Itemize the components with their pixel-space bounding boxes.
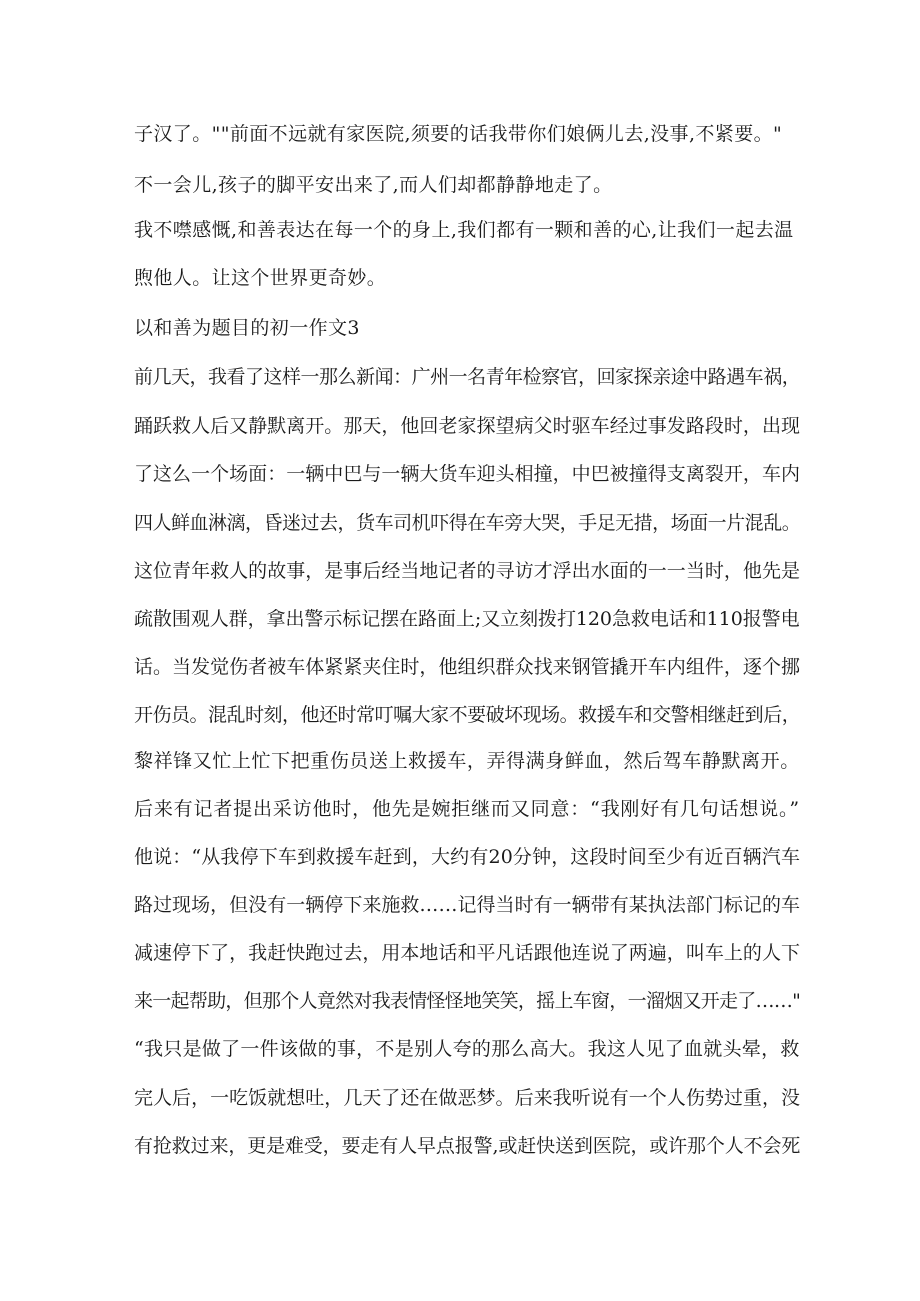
text-line: 减速停下了，我赶快跑过去，用本地话和平凡话跟他连说了两遍，叫车上的人下 [134,942,801,964]
section-heading: 以和善为题目的初一作文3 [134,317,360,339]
text-line: 话。当发觉伤者被车体紧紧夹住时，他组织群众找来钢管撬开车内组件，逐个挪 [134,656,801,678]
text-line: 我不噤感慨,和善表达在每一个的身上,我们都有一颗和善的心,让我们一起去温 [134,219,794,241]
text-line: 路过现场，但没有一辆停下来施救……记得当时有一辆带有某执法部门标记的车 [134,894,801,916]
text-line: “我只是做了一件该做的事，不是别人夸的那么高大。我这人见了血就头晕，救 [134,1038,800,1060]
text-line: 子汉了。""前面不远就有家医院,须要的话我带你们娘俩儿去,没事,不紧要。" [134,123,783,145]
text-line: 有抢救过来，更是难受，要走有人早点报警,或赶快送到医院，或许那个人不会死 [134,1135,801,1157]
text-line: 黎祥锋又忙上忙下把重伤员送上救援车，弄得满身鲜血，然后驾车静默离开。 [134,750,800,772]
text-line: 完人后，一吃饭就想吐，几天了还在做恶梦。后来我听说有一个人伤势过重，没 [134,1087,801,1109]
text-line: 煦他人。让这个世界更奇妙。 [134,267,387,289]
text-line: 前几天，我看了这样一那么新闻：广州一名青年检察官，回家探亲途中路遇车祸， [134,366,801,388]
text-line: 四人鲜血淋漓，昏迷过去，货车司机吓得在车旁大哭，手足无措，场面一片混乱。 [134,512,801,534]
text-line: 来一起帮助，但那个人竟然对我表情怪怪地笑笑，摇上车窗，一溜烟又开走了……" [134,990,801,1012]
text-line: 疏散围观人群，拿出警示标记摆在路面上;又立刻拨打120急救电话和110报警电 [134,608,800,630]
text-line: 踊跃救人后又静默离开。那天，他回老家探望病父时驱车经过事发路段时，出现 [134,415,801,437]
text-line: 不一会儿,孩子的脚平安出来了,而人们却都静静地走了。 [134,174,613,196]
text-line: 这位青年救人的故事，是事后经当地记者的寻访才浮出水面的一一当时，他先是 [134,560,801,582]
text-line: 了这么一个场面：一辆中巴与一辆大货车迎头相撞，中巴被撞得支离裂开，车内 [134,463,801,485]
text-line: 后来有记者提出采访他时，他先是婉拒继而又同意：“我刚好有几句话想说。” [134,798,800,820]
text-line: 开伤员。混乱时刻，他还时常叮嘱大家不要破坏现场。救援车和交警相继赶到后， [134,704,801,726]
text-line: 他说：“从我停下车到救援车赶到，大约有20分钟，这段时间至少有近百辆汽车 [134,846,801,868]
